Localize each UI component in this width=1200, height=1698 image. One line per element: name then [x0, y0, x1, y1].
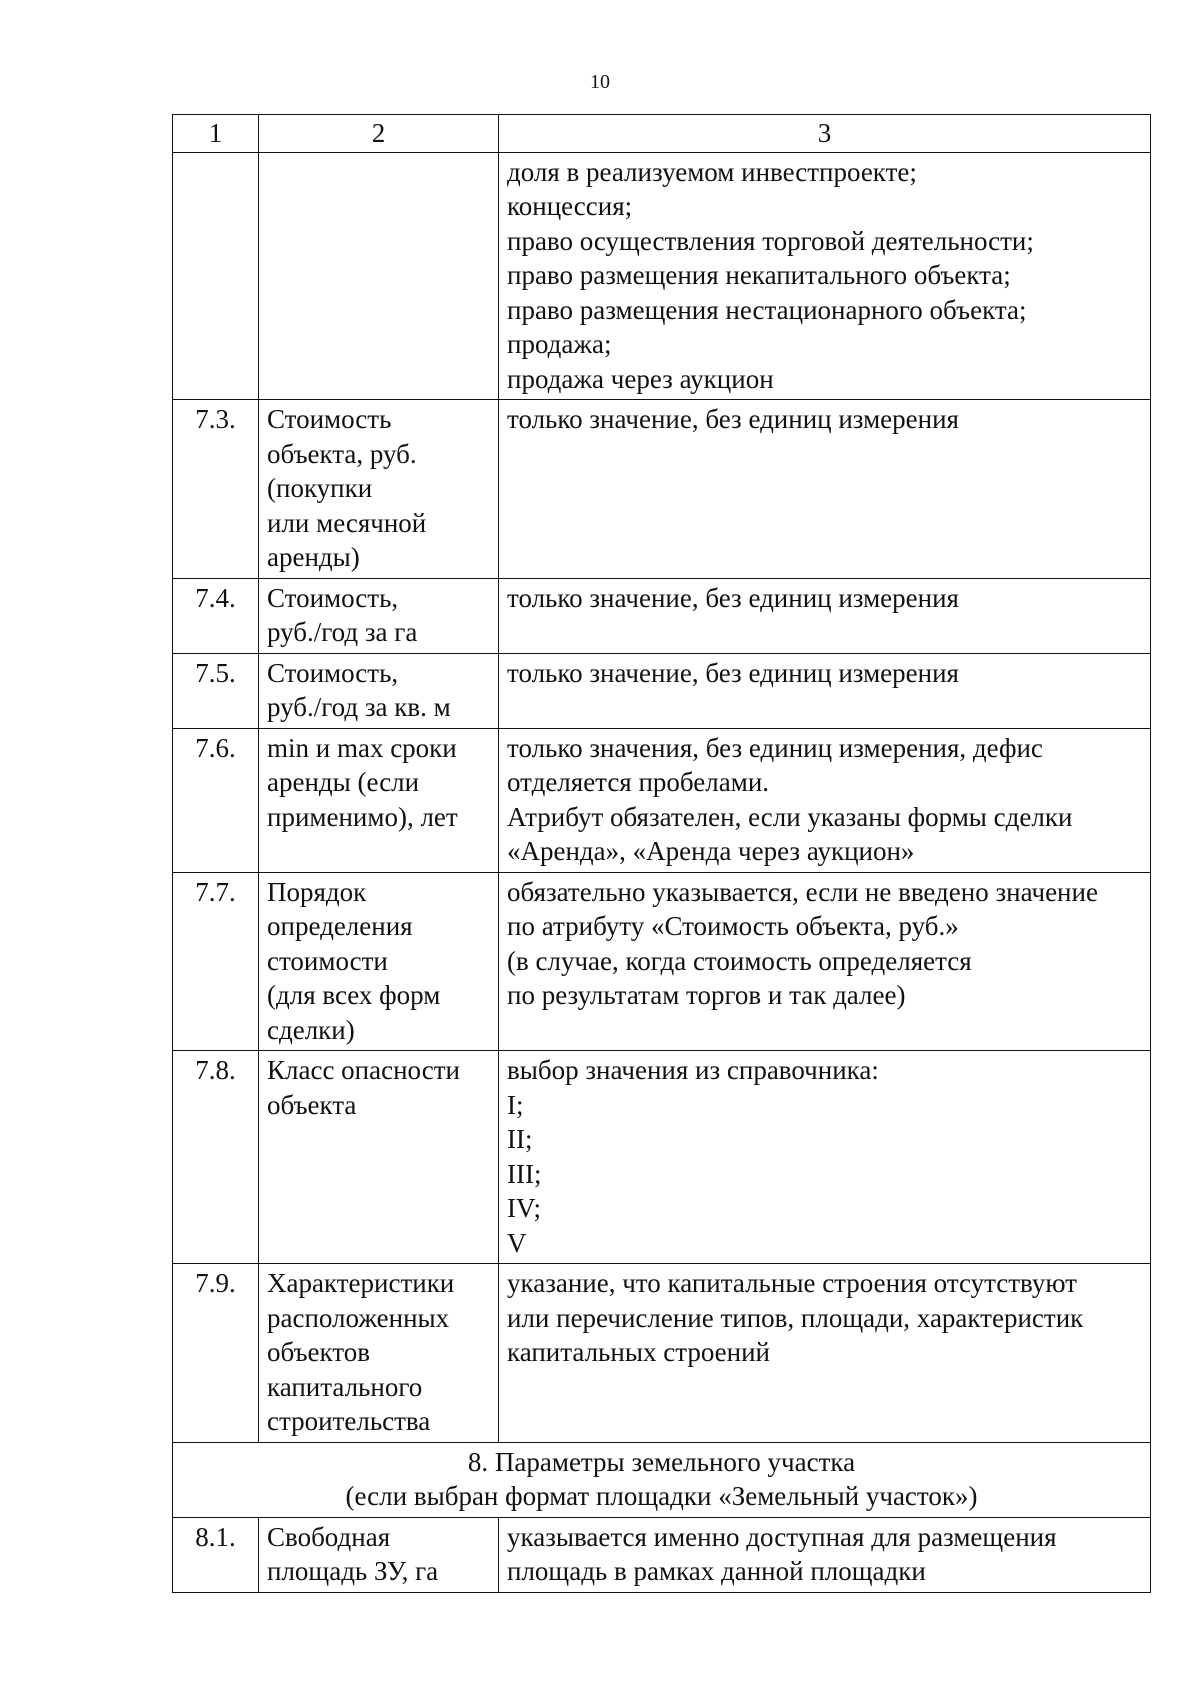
attribute-description: только значение, без единиц измерения [499, 653, 1151, 728]
attribute-name: Свободная площадь ЗУ, га [259, 1517, 499, 1592]
attribute-description: только значение, без единиц измерения [499, 578, 1151, 653]
attribute-description: выбор значения из справочника: I; II; III; IV; V [499, 1051, 1151, 1264]
attribute-name: min и max сроки аренды (если применимо), лет [259, 728, 499, 872]
attribute-name: Порядок определения стоимости (для всех форм сделки) [259, 872, 499, 1051]
table-row [173, 152, 1151, 400]
table-row [173, 1051, 1151, 1264]
section-row [173, 1442, 1151, 1517]
table-row [173, 872, 1151, 1051]
table-row [173, 578, 1151, 653]
attribute-name: Класс опасности объекта [259, 1051, 499, 1264]
row-number: 7.8. [173, 1051, 259, 1264]
row-number: 7.4. [173, 578, 259, 653]
attribute-name [259, 152, 499, 400]
attribute-description: указание, что капитальные строения отсутствуют или перечисление типов, площади, характеристик капитальных строений [499, 1264, 1151, 1443]
row-number: 7.7. [173, 872, 259, 1051]
attribute-name: Стоимость, руб./год за га [259, 578, 499, 653]
row-number [173, 152, 259, 400]
table-row [173, 1264, 1151, 1443]
table-row [173, 653, 1151, 728]
attributes-table [172, 114, 1151, 1593]
table-row [173, 728, 1151, 872]
attribute-description: только значения, без единиц измерения, дефис отделяется пробелами. Атрибут обязателен, если указаны формы сделки «Аренда», «Аренда через аукцион» [499, 728, 1151, 872]
row-number: 7.9. [173, 1264, 259, 1443]
table-header-row [173, 115, 1151, 153]
row-number: 7.3. [173, 400, 259, 579]
row-number: 7.6. [173, 728, 259, 872]
header-col-1: 1 [173, 115, 259, 153]
table-row [173, 400, 1151, 579]
attribute-description: обязательно указывается, если не введено значение по атрибуту «Стоимость объекта, руб.» (в случае, когда стоимость определяется по результатам торгов и так далее) [499, 872, 1151, 1051]
attribute-description: только значение, без единиц измерения [499, 400, 1151, 579]
table-row [173, 1517, 1151, 1592]
page-number: 10 [590, 71, 610, 93]
header-col-3: 3 [499, 115, 1151, 153]
attribute-description: указывается именно доступная для размещения площадь в рамках данной площадки [499, 1517, 1151, 1592]
attribute-name: Характеристики расположенных объектов капитального строительства [259, 1264, 499, 1443]
attribute-name: Стоимость объекта, руб. (покупки или месячной аренды) [259, 400, 499, 579]
row-number: 7.5. [173, 653, 259, 728]
section-heading: 8. Параметры земельного участка (если выбран формат площадки «Земельный участок») [173, 1442, 1151, 1517]
attribute-name: Стоимость, руб./год за кв. м [259, 653, 499, 728]
header-col-2: 2 [259, 115, 499, 153]
attribute-description: доля в реализуемом инвестпроекте; концессия; право осуществления торговой деятельности; право размещения некапитального объекта; право размещения нестационарного объекта; продажа; продажа через аукцион [499, 152, 1151, 400]
row-number: 8.1. [173, 1517, 259, 1592]
